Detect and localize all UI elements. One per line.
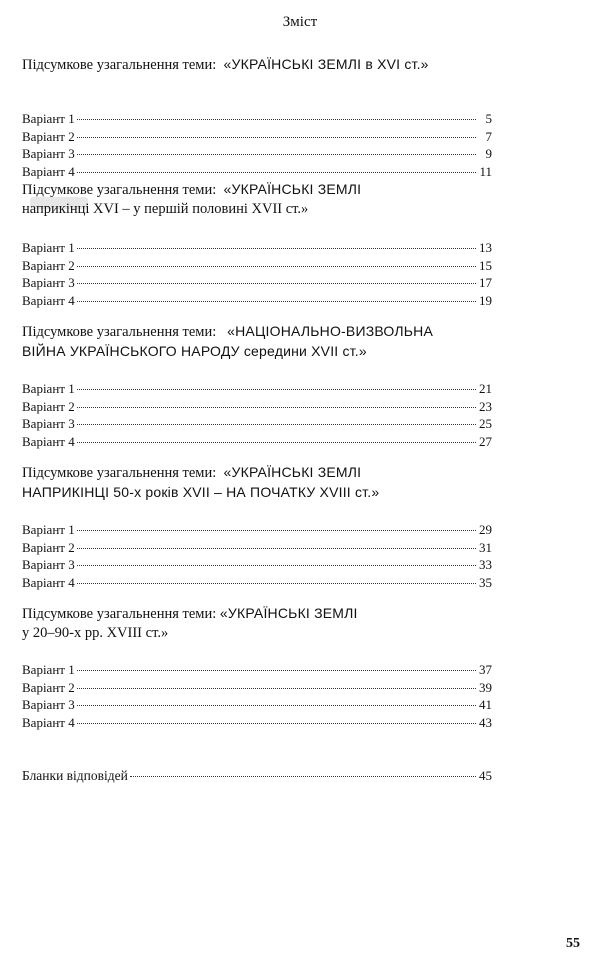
dot-leader	[77, 119, 476, 120]
toc-section-4	[22, 463, 492, 591]
dot-leader	[77, 266, 476, 267]
toc-entry[interactable]: Варіант 2 39	[22, 679, 492, 695]
dot-leader	[77, 283, 476, 284]
dot-leader	[77, 424, 476, 425]
dot-leader	[77, 688, 476, 689]
toc-entry[interactable]: Варіант 4 35	[22, 574, 492, 590]
toc-entry[interactable]: Варіант 2 15	[22, 257, 492, 273]
page-number: 55	[566, 936, 580, 951]
toc-entry[interactable]: Варіант 2 23	[22, 398, 492, 414]
section-heading: Підсумкове узагальнення теми: «УКРАЇНСЬКІ ЗЕМЛІ НАПРИКІНЦІ 50-х років XVII – НА ПОЧАТКУ XVIII ст.»	[22, 464, 380, 500]
toc-entry[interactable]: Варіант 3 33	[22, 557, 492, 572]
dot-leader	[77, 530, 476, 531]
dot-leader	[77, 583, 476, 584]
toc-entry[interactable]: Варіант 1 13	[22, 240, 492, 255]
toc-entry[interactable]: Варіант 3 41	[22, 697, 492, 712]
toc-entry[interactable]: Варіант 4 11	[22, 163, 492, 179]
toc-entry[interactable]: Варіант 2 31	[22, 539, 492, 555]
toc-entry[interactable]: Варіант 3 25	[22, 416, 492, 431]
toc-entry[interactable]: Варіант 4 43	[22, 714, 492, 730]
toc-answer-sheets	[22, 767, 492, 785]
dot-leader	[77, 137, 476, 138]
toc-section-5	[22, 604, 492, 731]
toc-entry[interactable]: Бланки відповідей 45	[22, 768, 492, 783]
dot-leader	[77, 565, 476, 566]
toc-entry[interactable]: Варіант 4 19	[22, 292, 492, 308]
dot-leader	[77, 705, 476, 706]
section-heading: Підсумкове узагальнення теми: «НАЦІОНАЛЬНО-ВИЗВОЛЬНА ВІЙНА УКРАЇНСЬКОГО НАРОДУ середини XVII ст.»	[22, 323, 433, 359]
toc-section-3	[22, 322, 492, 450]
section-heading: Підсумкове узагальнення теми: «УКРАЇНСЬКІ ЗЕМЛІ у 20–90-х рр. XVIII ст.»	[22, 605, 358, 641]
section-heading: Підсумкове узагальнення теми: «УКРАЇНСЬКІ ЗЕМЛІ наприкінці XVI – у першій половині XVII ст.»	[22, 181, 362, 217]
dot-leader	[77, 248, 476, 249]
toc-entry[interactable]: Варіант 3 9	[22, 146, 492, 161]
dot-leader	[77, 301, 476, 302]
toc-section-1	[22, 55, 492, 180]
dot-leader	[77, 154, 476, 155]
page-title: Зміст	[282, 14, 318, 30]
dot-leader	[77, 442, 476, 443]
toc-entry[interactable]: Варіант 1 37	[22, 662, 492, 677]
toc-entry[interactable]: Варіант 1 29	[22, 522, 492, 537]
toc-entry[interactable]: Варіант 3 17	[22, 275, 492, 290]
dot-leader	[77, 389, 476, 390]
dot-leader	[77, 670, 476, 671]
toc-entry[interactable]: Варіант 1 5	[22, 111, 492, 126]
toc-entry[interactable]: Варіант 2 7	[22, 128, 492, 144]
dot-leader	[77, 723, 476, 724]
toc-section-2	[22, 180, 492, 309]
dot-leader	[77, 407, 476, 408]
toc-entry[interactable]: Варіант 4 27	[22, 433, 492, 449]
dot-leader	[77, 172, 476, 173]
dot-leader	[77, 548, 476, 549]
toc-entry[interactable]: Варіант 1 21	[22, 381, 492, 396]
dot-leader	[130, 776, 476, 777]
section-heading: Підсумкове узагальнення теми: «УКРАЇНСЬКІ ЗЕМЛІ в XVI ст.»	[22, 56, 429, 73]
